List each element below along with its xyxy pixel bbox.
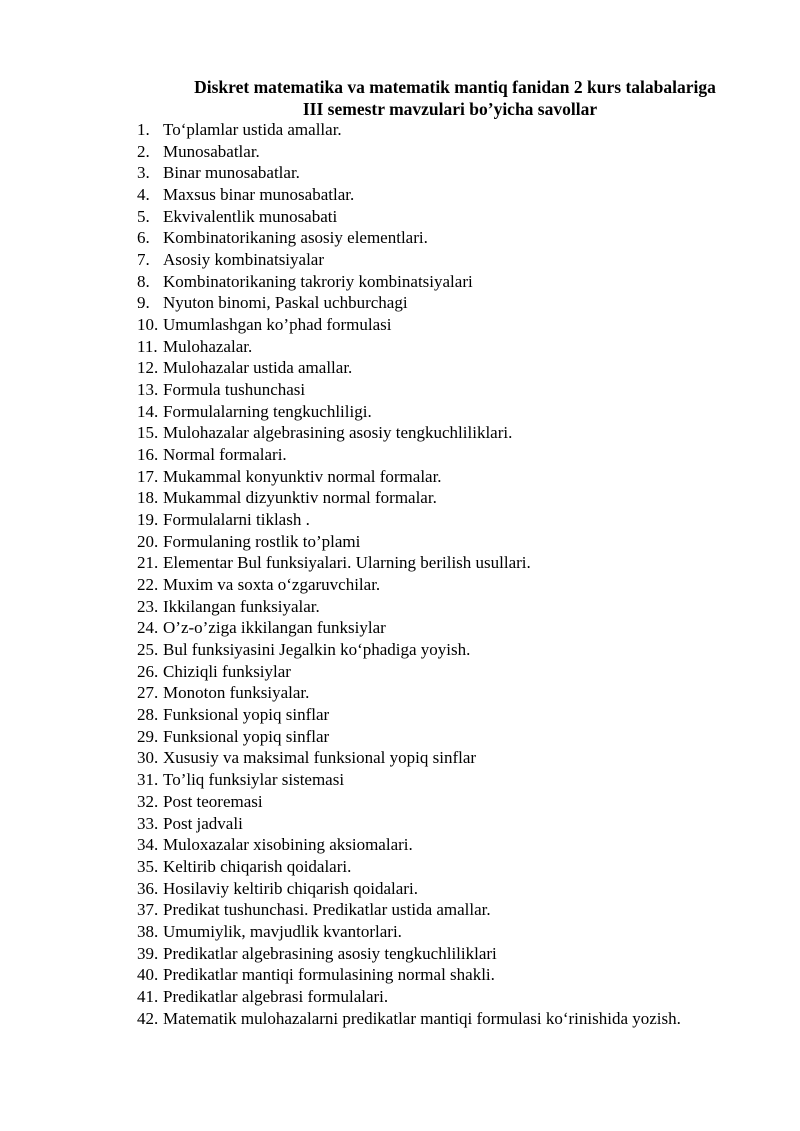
list-item-number: 17. xyxy=(137,466,159,486)
list-item-number: 15. xyxy=(137,423,159,443)
list-item-number: 19. xyxy=(137,510,159,530)
list-item-text: Kombinatorikaning asosiy elementlari. xyxy=(163,228,428,248)
list-item xyxy=(137,726,681,748)
list-item-text: Chiziqli funksiylar xyxy=(163,661,291,681)
list-item-number: 22. xyxy=(137,575,159,595)
list-item xyxy=(137,466,681,488)
list-item-number: 23. xyxy=(137,596,159,616)
list-item-number: 16. xyxy=(137,445,159,465)
list-item-text: Bul funksiyasini Jegalkin ko‘phadiga yoyish. xyxy=(163,640,471,660)
list-item-text: Predikatlar algebrasi formulalari. xyxy=(163,986,389,1006)
list-item xyxy=(137,986,681,1008)
list-item-text: To’liq funksiylar sistemasi xyxy=(163,770,345,790)
list-item-number: 10. xyxy=(137,315,159,335)
list-item xyxy=(137,1008,681,1030)
list-item-text: Post jadvali xyxy=(163,813,243,833)
list-item-number: 24. xyxy=(137,618,159,638)
list-item-text: Binar munosabatlar. xyxy=(163,163,300,183)
list-item-number: 12. xyxy=(137,358,159,378)
list-item-number: 21. xyxy=(137,553,159,573)
list-item-text: Mulohazalar. xyxy=(163,336,253,356)
list-item-text: Asosiy kombinatsiyalar xyxy=(163,250,325,270)
list-item xyxy=(137,227,681,249)
list-item xyxy=(137,964,681,986)
list-item-number: 27. xyxy=(137,683,159,703)
list-item xyxy=(137,747,681,769)
list-item-text: Kombinatorikaning takroriy kombinatsiyalari xyxy=(163,271,473,291)
list-item xyxy=(137,813,681,835)
list-item-number: 14. xyxy=(137,401,159,421)
document-title-line-2: III semestr mavzulari bo’yicha savollar xyxy=(302,99,598,119)
list-item-text: Mukammal konyunktiv normal formalar. xyxy=(163,466,442,486)
list-item xyxy=(137,487,681,509)
list-item-number: 9. xyxy=(137,293,150,313)
list-item xyxy=(137,379,681,401)
list-item xyxy=(137,509,681,531)
list-item xyxy=(137,531,681,553)
list-item-text: Post teoremasi xyxy=(163,791,263,811)
list-item-text: Nyuton binomi, Paskal uchburchagi xyxy=(163,293,408,313)
list-item-number: 37. xyxy=(137,900,159,920)
list-item-text: Hosilaviy keltirib chiqarish qoidalari. xyxy=(163,878,418,898)
list-item-text: Umumiylik, mavjudlik kvantorlari. xyxy=(163,921,402,941)
list-item-text: Formulaning rostlik to’plami xyxy=(163,531,361,551)
list-item xyxy=(137,292,681,314)
list-item-text: Ekvivalentlik munosabati xyxy=(163,206,338,226)
list-item-number: 1. xyxy=(137,120,150,139)
list-item-text: Predikatlar algebrasining asosiy tengkuchliliklari xyxy=(163,943,497,963)
list-item-number: 8. xyxy=(137,271,150,291)
list-item xyxy=(137,661,681,683)
list-item xyxy=(137,639,681,661)
list-item-text: Munosabatlar. xyxy=(163,141,260,161)
list-item xyxy=(137,921,681,943)
list-item-number: 20. xyxy=(137,531,159,551)
list-item xyxy=(137,704,681,726)
list-item-number: 40. xyxy=(137,965,159,985)
list-item-text: Maxsus binar munosabatlar. xyxy=(163,185,355,205)
list-item-number: 30. xyxy=(137,748,159,768)
list-item-number: 42. xyxy=(137,1008,159,1028)
list-item-number: 5. xyxy=(137,206,150,226)
list-item-text: Monoton funksiyalar. xyxy=(163,683,310,703)
list-item xyxy=(137,119,681,141)
list-item xyxy=(137,141,681,163)
list-item-number: 7. xyxy=(137,250,150,270)
list-item xyxy=(137,401,681,423)
list-item-text: Mukammal dizyunktiv normal formalar. xyxy=(163,488,437,508)
list-item-text: Predikat tushunchasi. Predikatlar ustida amallar. xyxy=(163,900,491,920)
list-item xyxy=(137,617,681,639)
list-item-text: Formula tushunchasi xyxy=(163,380,306,400)
list-item-number: 38. xyxy=(137,921,159,941)
list-item-number: 35. xyxy=(137,856,159,876)
list-item xyxy=(137,791,681,813)
list-item xyxy=(137,552,681,574)
list-item-text: Funksional yopiq sinflar xyxy=(163,726,330,746)
list-item-text: Funksional yopiq sinflar xyxy=(163,705,330,725)
list-item xyxy=(137,162,681,184)
list-item-text: Predikatlar mantiqi formulasining normal shakli. xyxy=(163,965,495,985)
list-item xyxy=(137,249,681,271)
list-item xyxy=(137,184,681,206)
list-item-text: Muloxazalar xisobining aksiomalari. xyxy=(163,835,413,855)
list-item-text: Normal formalari. xyxy=(163,445,287,465)
list-item xyxy=(137,422,681,444)
list-item xyxy=(137,682,681,704)
list-item-number: 11. xyxy=(137,336,158,356)
list-item xyxy=(137,574,681,596)
list-item xyxy=(137,769,681,791)
list-item-text: Xususiy va maksimal funksional yopiq sinflar xyxy=(163,748,477,768)
list-item-number: 13. xyxy=(137,380,159,400)
list-item xyxy=(137,271,681,293)
list-item-text: Mulohazalar ustida amallar. xyxy=(163,358,353,378)
list-item-number: 29. xyxy=(137,726,159,746)
list-item-text: Keltirib chiqarish qoidalari. xyxy=(163,856,352,876)
list-item-text: Matematik mulohazalarni predikatlar mantiqi formulasi ko‘rinishida yozish. xyxy=(163,1008,681,1028)
list-item-number: 3. xyxy=(137,163,150,183)
list-item-number: 41. xyxy=(137,986,159,1006)
list-item-number: 18. xyxy=(137,488,159,508)
list-item-text: Formulalarning tengkuchliligi. xyxy=(163,401,372,421)
list-item-number: 25. xyxy=(137,640,159,660)
list-item xyxy=(137,834,681,856)
list-item xyxy=(137,878,681,900)
list-item xyxy=(137,336,681,358)
list-item xyxy=(137,444,681,466)
list-item-text: Ikkilangan funksiyalar. xyxy=(163,596,320,616)
list-item-number: 28. xyxy=(137,705,159,725)
list-item xyxy=(137,596,681,618)
list-item xyxy=(137,856,681,878)
list-item-number: 2. xyxy=(137,141,150,161)
list-item-number: 39. xyxy=(137,943,159,963)
list-item xyxy=(137,357,681,379)
list-item-number: 31. xyxy=(137,770,159,790)
list-item-number: 4. xyxy=(137,185,150,205)
list-item-number: 32. xyxy=(137,791,159,811)
list-item xyxy=(137,943,681,965)
list-item xyxy=(137,314,681,336)
list-item-number: 34. xyxy=(137,835,159,855)
list-item-text: Muxim va soxta o‘zgaruvchilar. xyxy=(163,575,381,595)
topic-list xyxy=(137,119,681,1029)
document-title-line-1: Diskret matematika va matematik mantiq fanidan 2 kurs talabalariga xyxy=(194,77,716,97)
list-item-text: Elementar Bul funksiyalari. Ularning berilish usullari. xyxy=(163,553,531,573)
list-item-number: 6. xyxy=(137,228,150,248)
list-item-text: To‘plamlar ustida amallar. xyxy=(163,120,342,139)
list-item-number: 33. xyxy=(137,813,159,833)
list-item-text: O’z-o’ziga ikkilangan funksiylar xyxy=(163,618,386,638)
list-item xyxy=(137,206,681,228)
list-item-text: Umumlashgan ko’phad formulasi xyxy=(163,315,392,335)
list-item-text: Mulohazalar algebrasining asosiy tengkuchliliklari. xyxy=(163,423,513,443)
list-item-text: Formulalarni tiklash . xyxy=(163,510,310,530)
list-item xyxy=(137,899,681,921)
list-item-number: 26. xyxy=(137,661,159,681)
list-item-number: 36. xyxy=(137,878,159,898)
